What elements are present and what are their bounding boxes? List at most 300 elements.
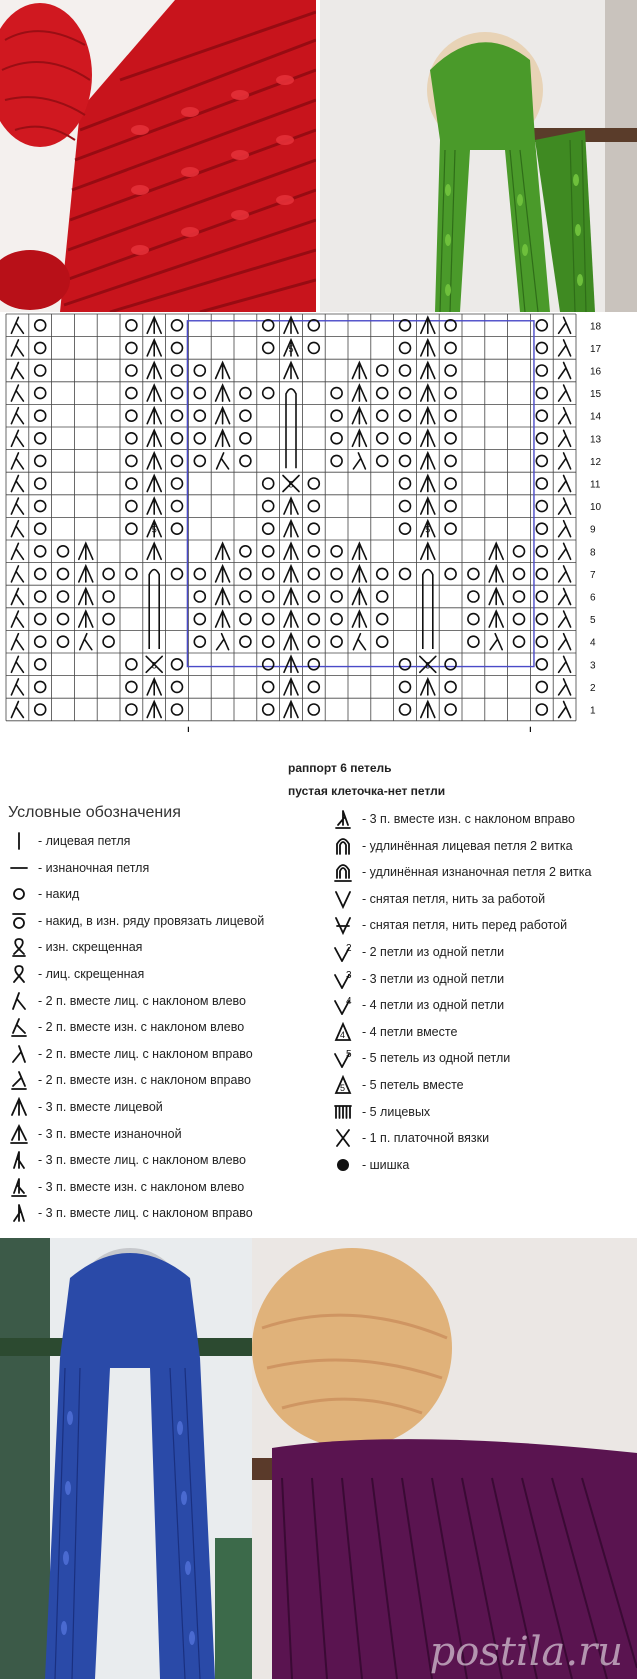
chart-symbol <box>35 455 46 466</box>
chart-symbol <box>308 546 319 557</box>
chart-symbol <box>445 433 456 444</box>
chart-symbol <box>559 317 571 333</box>
chart-symbol <box>536 501 547 512</box>
chart-symbol <box>514 614 525 625</box>
legend-text: - 3 п. вместе лиц. с наклоном вправо <box>38 1206 253 1221</box>
elongated-purl-icon <box>330 862 356 882</box>
chart-symbol <box>147 385 161 401</box>
chart-symbol <box>284 566 298 582</box>
legend-row <box>6 1096 163 1118</box>
chart-symbol <box>35 636 46 647</box>
legend-title: Условные обозначения <box>8 804 181 821</box>
chart-symbol <box>331 614 342 625</box>
chart-symbol <box>103 614 114 625</box>
chart-symbol <box>284 702 298 718</box>
chart-symbol <box>514 636 525 647</box>
chart-symbol <box>35 523 46 534</box>
chart-symbol <box>400 659 411 670</box>
chart-symbol <box>421 340 435 356</box>
chart-symbol <box>58 591 69 602</box>
chart-symbol <box>35 614 46 625</box>
legend-text: - 2 п. вместе изн. с наклоном вправо <box>38 1073 251 1088</box>
chart-symbol <box>263 704 274 715</box>
chart-symbol <box>536 704 547 715</box>
chart-symbol <box>445 478 456 489</box>
chart-symbol <box>263 523 274 534</box>
chart-symbol <box>126 681 137 692</box>
chart-symbol <box>352 385 366 401</box>
chart-symbol <box>11 430 23 446</box>
chart-symbol <box>217 634 229 650</box>
legend-text: - удлинённая изнаночная петля 2 витка <box>362 865 592 880</box>
chart-symbol <box>263 591 274 602</box>
chart-symbol <box>35 568 46 579</box>
row-number: 8 <box>590 547 596 559</box>
chart-symbol <box>421 702 435 718</box>
chart-symbol <box>377 636 388 647</box>
legend-row <box>330 1047 510 1069</box>
photo-green-scarf <box>320 0 637 312</box>
legend-row <box>330 861 591 883</box>
chart-symbol <box>421 408 435 424</box>
chart-symbol <box>263 342 274 353</box>
p3tog-right-icon <box>330 809 356 829</box>
chart-symbol <box>489 566 503 582</box>
chart-symbol <box>308 636 319 647</box>
chart-symbol <box>468 636 479 647</box>
chart-symbol <box>352 611 366 627</box>
chart-symbol <box>126 704 137 715</box>
chart-symbol <box>263 681 274 692</box>
knit-twisted-icon <box>6 964 32 984</box>
chart-symbol <box>147 317 161 333</box>
chart-symbol <box>445 410 456 421</box>
chart-symbol <box>377 455 388 466</box>
chart-symbol <box>35 501 46 512</box>
chart-symbol <box>308 478 319 489</box>
yarn-over-icon <box>6 884 32 904</box>
k3tog-right-icon <box>6 1203 32 1223</box>
marker-5-label: 5 <box>425 660 431 671</box>
chart-symbol <box>103 591 114 602</box>
row-number: 13 <box>590 434 602 446</box>
legend-row <box>6 1069 251 1091</box>
chart-symbol <box>126 455 137 466</box>
chart-symbol <box>536 614 547 625</box>
legend-row <box>330 941 504 963</box>
chart-symbol <box>172 478 183 489</box>
k3tog-center-icon <box>6 1097 32 1117</box>
legend-text: - 4 петли из одной петли <box>362 998 505 1013</box>
chart-symbol <box>445 568 456 579</box>
legend-row <box>330 1021 457 1043</box>
chart-symbol <box>172 365 183 376</box>
row-number: 18 <box>590 321 602 333</box>
chart-symbol <box>172 523 183 534</box>
photo-purple-scarf <box>252 1238 637 1679</box>
legend-row <box>6 883 79 905</box>
knitting-chart-grid <box>0 312 637 732</box>
legend-row <box>330 914 567 936</box>
chart-symbol <box>559 498 571 514</box>
chart-symbol <box>263 614 274 625</box>
chart-symbol <box>147 679 161 695</box>
row-number: 6 <box>590 592 596 604</box>
chart-symbol <box>194 636 205 647</box>
chart-symbol <box>400 433 411 444</box>
chart-symbol <box>445 659 456 670</box>
chart-symbol <box>11 476 23 492</box>
chart-symbol <box>352 430 366 446</box>
chart-symbol <box>126 501 137 512</box>
chart-symbol <box>79 543 93 559</box>
chart-symbol <box>126 433 137 444</box>
chart-symbol <box>11 611 23 627</box>
legend-row <box>6 1202 253 1224</box>
chart-symbol <box>559 634 571 650</box>
chart-symbol <box>240 636 251 647</box>
chart-symbol <box>352 566 366 582</box>
chart-symbol <box>263 568 274 579</box>
k3tog-left-icon <box>6 1150 32 1170</box>
legend-row <box>330 1127 489 1149</box>
p2tog-left-icon <box>6 1017 32 1037</box>
chart-symbol <box>194 568 205 579</box>
chart-symbol <box>377 614 388 625</box>
row-number: 17 <box>590 343 602 355</box>
chart-symbol <box>80 634 92 650</box>
chart-symbol <box>240 433 251 444</box>
chart-symbol <box>514 568 525 579</box>
chart-symbol <box>263 546 274 557</box>
legend-row <box>330 888 545 910</box>
chart-symbol <box>489 589 503 605</box>
legend-text: - 3 п. вместе изн. с наклоном влево <box>38 1179 245 1194</box>
chart-symbol <box>147 430 161 446</box>
chart-symbol <box>377 591 388 602</box>
inc-3-icon <box>330 969 356 989</box>
row-number: 12 <box>590 456 602 468</box>
chart-symbol <box>11 317 23 333</box>
chart-symbol <box>421 453 435 469</box>
chart-symbol <box>284 543 298 559</box>
chart-symbol <box>284 634 298 650</box>
chart-symbol <box>377 388 388 399</box>
svg-text:5: 5 <box>346 1049 352 1061</box>
chart-symbol <box>35 704 46 715</box>
inc-5-icon <box>330 1048 356 1068</box>
chart-symbol <box>536 365 547 376</box>
chart-symbol <box>172 388 183 399</box>
row-number: 5 <box>590 615 596 627</box>
chart-symbol <box>490 634 502 650</box>
chart-symbol <box>147 408 161 424</box>
legend-text: - 5 петель вместе <box>362 1078 464 1092</box>
chart-symbol <box>308 659 319 670</box>
chart-symbol <box>172 704 183 715</box>
chart-symbol <box>514 546 525 557</box>
chart-symbol <box>35 681 46 692</box>
slip-front-icon <box>330 915 356 935</box>
chart-symbol <box>536 591 547 602</box>
chart-symbol <box>559 476 571 492</box>
five-knit-icon <box>330 1102 356 1122</box>
chart-symbol <box>377 410 388 421</box>
chart-symbol <box>11 543 23 559</box>
chart-symbol <box>194 365 205 376</box>
chart-symbol <box>421 385 435 401</box>
chart-symbol <box>194 388 205 399</box>
legend-text: - 3 п. вместе лицевой <box>38 1100 163 1114</box>
chart-symbol <box>445 704 456 715</box>
row-number: 7 <box>590 569 596 581</box>
chart-symbol <box>536 320 547 331</box>
chart-symbol <box>331 546 342 557</box>
chart-symbol <box>559 589 571 605</box>
chart-symbol <box>400 388 411 399</box>
chart-symbol <box>468 568 479 579</box>
chart-symbol <box>331 433 342 444</box>
chart-symbol <box>11 408 23 424</box>
chart-symbol <box>35 591 46 602</box>
legend-right <box>330 808 637 1188</box>
legend-text: - 3 п. вместе лиц. с наклоном влево <box>38 1153 247 1168</box>
chart-symbol <box>400 523 411 534</box>
chart-symbol <box>217 453 229 469</box>
chart-symbol <box>103 636 114 647</box>
chart-symbol <box>284 656 298 672</box>
chart-symbol <box>536 410 547 421</box>
chart-symbol <box>353 634 365 650</box>
elongated-loop-symbol <box>423 570 433 649</box>
chart-symbol <box>79 589 93 605</box>
chart-symbol <box>58 546 69 557</box>
chart-symbol <box>400 501 411 512</box>
chart-symbol <box>126 478 137 489</box>
dec-4-icon <box>330 1022 356 1042</box>
yarn-over-knit-icon <box>6 911 32 931</box>
chart-symbol <box>216 408 230 424</box>
chart-symbol <box>468 591 479 602</box>
svg-text:3: 3 <box>346 969 352 981</box>
legend-text: - 2 п. вместе лиц. с наклоном вправо <box>38 1046 253 1061</box>
dec-5-icon <box>330 1075 356 1095</box>
chart-symbol <box>400 342 411 353</box>
legend-left <box>6 830 326 1250</box>
chart-symbol <box>11 656 23 672</box>
legend-row <box>6 963 144 985</box>
legend-text: - накид <box>38 887 80 902</box>
chart-symbol <box>421 430 435 446</box>
chart-symbol <box>400 568 411 579</box>
chart-symbol <box>147 340 161 356</box>
chart-symbol <box>308 614 319 625</box>
chart-symbol <box>445 501 456 512</box>
chart-symbol <box>35 365 46 376</box>
chart-symbol <box>445 388 456 399</box>
legend-row <box>6 1176 244 1198</box>
chart-symbol <box>559 611 571 627</box>
chart-symbol <box>11 702 23 718</box>
chart-symbol <box>284 317 298 333</box>
chart-symbol <box>353 453 365 469</box>
p2tog-right-icon <box>6 1070 32 1090</box>
row-number: 2 <box>590 682 596 694</box>
chart-symbol <box>536 659 547 670</box>
chart-symbol <box>559 656 571 672</box>
chart-symbol <box>514 591 525 602</box>
chart-symbol <box>263 659 274 670</box>
marker-5-label: 5 <box>288 479 294 490</box>
chart-symbol <box>536 523 547 534</box>
chart-symbol <box>11 453 23 469</box>
svg-text:5: 5 <box>340 1083 346 1093</box>
chart-symbol <box>172 568 183 579</box>
row-number: 14 <box>590 411 602 423</box>
chart-symbol <box>35 433 46 444</box>
chart-symbol <box>559 702 571 718</box>
legend-text: - изнаночная петля <box>38 860 150 875</box>
chart-symbol <box>331 455 342 466</box>
chart-symbol <box>400 365 411 376</box>
legend-text: - 2 п. вместе лиц. с наклоном влево <box>38 993 247 1008</box>
chart-symbol <box>11 566 23 582</box>
legend-row <box>330 968 504 990</box>
chart-symbol <box>240 410 251 421</box>
chart-symbol <box>352 408 366 424</box>
chart-symbol <box>331 410 342 421</box>
chart-symbol <box>11 589 23 605</box>
svg-text:2: 2 <box>346 943 352 954</box>
chart-symbol <box>536 546 547 557</box>
row-number: 9 <box>590 524 596 536</box>
chart-symbol <box>172 433 183 444</box>
legend-row <box>330 1154 409 1176</box>
elongated-loop-symbol <box>149 570 159 649</box>
chart-symbol <box>58 568 69 579</box>
chart-symbol <box>126 410 137 421</box>
chart-symbol <box>11 498 23 514</box>
chart-symbol <box>377 365 388 376</box>
chart-symbol <box>284 679 298 695</box>
chart-symbol <box>421 317 435 333</box>
chart-symbol <box>216 589 230 605</box>
chart-symbol <box>559 363 571 379</box>
repeat-label: раппорт 6 петель <box>288 761 392 775</box>
chart-symbol <box>559 521 571 537</box>
row-number: 10 <box>590 502 602 514</box>
chart-symbol <box>263 501 274 512</box>
legend-row <box>6 1123 182 1145</box>
empty-cell-note: пустая клеточка-нет петли <box>288 784 446 798</box>
chart-symbol <box>400 410 411 421</box>
chart-symbol <box>421 476 435 492</box>
legend-text: - 4 петли вместе <box>362 1024 458 1039</box>
chart-symbol <box>559 385 571 401</box>
p3tog-left-icon <box>6 1177 32 1197</box>
chart-symbol <box>103 568 114 579</box>
legend-text: - 3 п. вместе изн. с наклоном вправо <box>362 812 575 826</box>
legend-text: - 1 п. платочной вязки <box>362 1131 490 1146</box>
svg-text:4: 4 <box>340 1029 346 1040</box>
chart-symbol <box>216 543 230 559</box>
legend-row <box>6 936 142 958</box>
chart-symbol <box>284 589 298 605</box>
marker-5-label: 5 <box>425 524 431 535</box>
chart-symbol <box>559 430 571 446</box>
chart-symbol <box>468 614 479 625</box>
chart-symbol <box>216 385 230 401</box>
chart-symbol <box>11 385 23 401</box>
chart-symbol <box>536 388 547 399</box>
chart-symbol <box>400 704 411 715</box>
chart-symbol <box>400 478 411 489</box>
legend-row <box>330 1101 430 1123</box>
chart-symbol <box>35 410 46 421</box>
chart-symbol <box>445 342 456 353</box>
legend-row <box>6 830 130 852</box>
chart-symbol <box>147 453 161 469</box>
chart-symbol <box>172 320 183 331</box>
chart-symbol <box>445 523 456 534</box>
k2tog-left-icon <box>6 991 32 1011</box>
purl-stitch-icon <box>6 858 32 878</box>
chart-symbol <box>172 342 183 353</box>
chart-symbol <box>35 342 46 353</box>
chart-symbol <box>445 365 456 376</box>
chart-symbol <box>35 659 46 670</box>
svg-text:4: 4 <box>346 996 352 1008</box>
chart-symbol <box>240 614 251 625</box>
legend-text: - накид, в изн. ряду провязать лицевой <box>38 913 265 928</box>
legend-text: - 3 п. вместе изнаночной <box>38 1126 182 1141</box>
chart-symbol <box>308 704 319 715</box>
repeat-bracket <box>188 727 530 732</box>
chart-symbol <box>421 679 435 695</box>
chart-symbol <box>421 363 435 379</box>
row-number: 16 <box>590 366 602 378</box>
chart-symbol <box>240 546 251 557</box>
chart-symbol <box>35 388 46 399</box>
legend-row <box>6 857 149 879</box>
chart-symbol <box>308 681 319 692</box>
chart-symbol <box>194 455 205 466</box>
chart-symbol <box>216 566 230 582</box>
chart-symbol <box>445 455 456 466</box>
chart-symbol <box>147 498 161 514</box>
chart-symbol <box>445 681 456 692</box>
chart-symbol <box>35 478 46 489</box>
photo-red-swatch <box>0 0 316 312</box>
inc-4-icon <box>330 995 356 1015</box>
chart-symbol <box>308 591 319 602</box>
chart-symbol <box>126 568 137 579</box>
legend-row <box>6 990 246 1012</box>
legend-row <box>6 910 264 932</box>
chart-symbol <box>11 634 23 650</box>
chart-symbol <box>536 681 547 692</box>
row-number: 3 <box>590 660 596 672</box>
legend-text: - снятая петля, нить перед работой <box>362 918 568 933</box>
chart-symbol <box>126 365 137 376</box>
row-number: 4 <box>590 637 596 649</box>
chart-symbol <box>172 659 183 670</box>
legend-text: - 5 лицевых <box>362 1104 431 1119</box>
legend-row <box>330 808 575 830</box>
bobble-icon <box>330 1155 356 1175</box>
row-number: 11 <box>590 479 601 491</box>
chart-symbol <box>536 636 547 647</box>
